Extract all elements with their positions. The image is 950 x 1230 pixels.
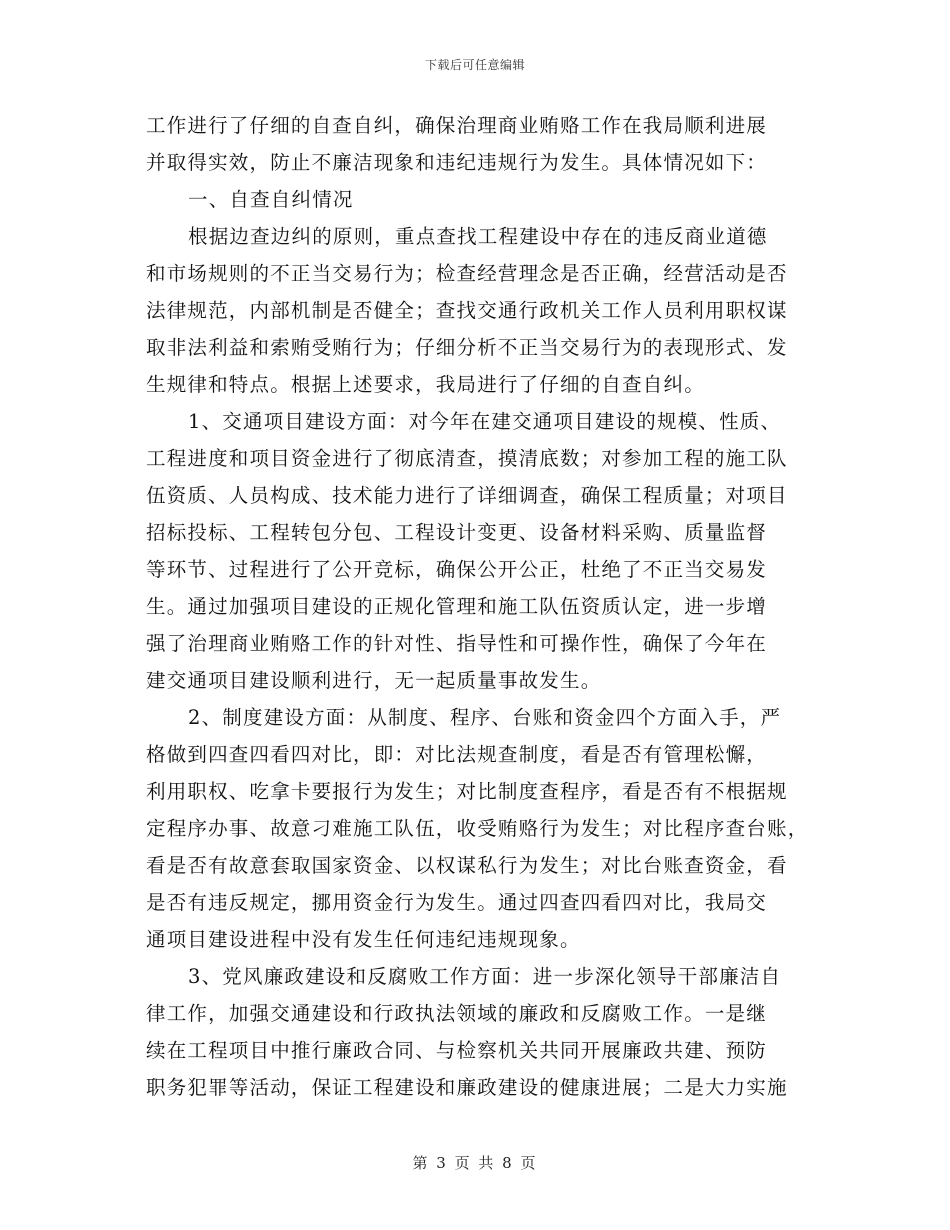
text-line: 1、交通项目建设方面：对今年在建交通项目建设的规模、性质、: [188, 410, 782, 433]
text-line: 2、制度建设方面：从制度、程序、台账和资金四个方面入手，严: [188, 706, 782, 729]
text-line: 通项目建设进程中没有发生任何违纪违规现象。: [146, 928, 581, 951]
text-line: 根据边查边纠的原则，重点查找工程建设中存在的违反商业道德: [188, 225, 768, 248]
text-line: 3、党风廉政建设和反腐败工作方面：进一步深化领导干部廉洁自: [188, 965, 782, 988]
page-header: 下载后可任意编辑: [424, 58, 525, 72]
text-line: 格做到四查四看四对比，即：对比法规查制度，看是否有管理松懈，: [146, 743, 768, 766]
text-line: 是否有违反规定，挪用资金行为发生。通过四查四看四对比，我局交: [146, 891, 768, 914]
text-line: 等环节、过程进行了公开竞标，确保公开公正，杜绝了不正当交易发: [146, 558, 768, 581]
text-line: 和市场规则的不正当交易行为；检查经营理念是否正确，经营活动是否: [146, 262, 788, 285]
text-line: 招标投标、工程转包分包、工程设计变更、设备材料采购、质量监督: [146, 521, 768, 544]
text-line: 生规律和特点。根据上述要求，我局进行了仔细的自查自纠。: [146, 373, 705, 396]
text-line: 利用职权、吃拿卡要报行为发生；对比制度查程序，看是否有不根据规: [146, 780, 788, 803]
text-line: 续在工程项目中推行廉政合同、与检察机关共同开展廉政共建、预防: [146, 1039, 768, 1062]
text-line: 工作进行了仔细的自查自纠，确保治理商业贿赂工作在我局顺利进展: [146, 114, 768, 137]
text-line: 生。通过加强项目建设的正规化管理和施工队伍资质认定，进一步增: [146, 595, 768, 618]
page-footer: 第 3 页 共 8 页: [412, 1154, 538, 1172]
text-line: 一、自查自纠情况: [188, 188, 354, 211]
text-line: 强了治理商业贿赂工作的针对性、指导性和可操作性，确保了今年在: [146, 632, 768, 655]
text-line: 工程进度和项目资金进行了彻底清查，摸清底数；对参加工程的施工队: [146, 447, 788, 470]
text-line: 建交通项目建设顺利进行，无一起质量事故发生。: [146, 669, 602, 692]
text-line: 并取得实效，防止不廉洁现象和违纪违规行为发生。具体情况如下：: [146, 151, 768, 174]
text-line: 取非法利益和索贿受贿行为；仔细分析不正当交易行为的表现形式、发: [146, 336, 788, 359]
text-line: 伍资质、人员构成、技术能力进行了详细调查，确保工程质量；对项目: [146, 484, 788, 507]
text-line: 定程序办事、故意刁难施工队伍，收受贿赂行为发生；对比程序查台账，: [146, 817, 809, 840]
text-line: 职务犯罪等活动，保证工程建设和廉政建设的健康进展；二是大力实施: [146, 1076, 788, 1099]
text-line: 律工作，加强交通建设和行政执法领域的廉政和反腐败工作。一是继: [146, 1002, 768, 1025]
document-body: [146, 107, 816, 1106]
text-line: 法律规范，内部机制是否健全；查找交通行政机关工作人员利用职权谋: [146, 299, 788, 322]
text-line: 看是否有故意套取国家资金、以权谋私行为发生；对比台账查资金，看: [146, 854, 788, 877]
